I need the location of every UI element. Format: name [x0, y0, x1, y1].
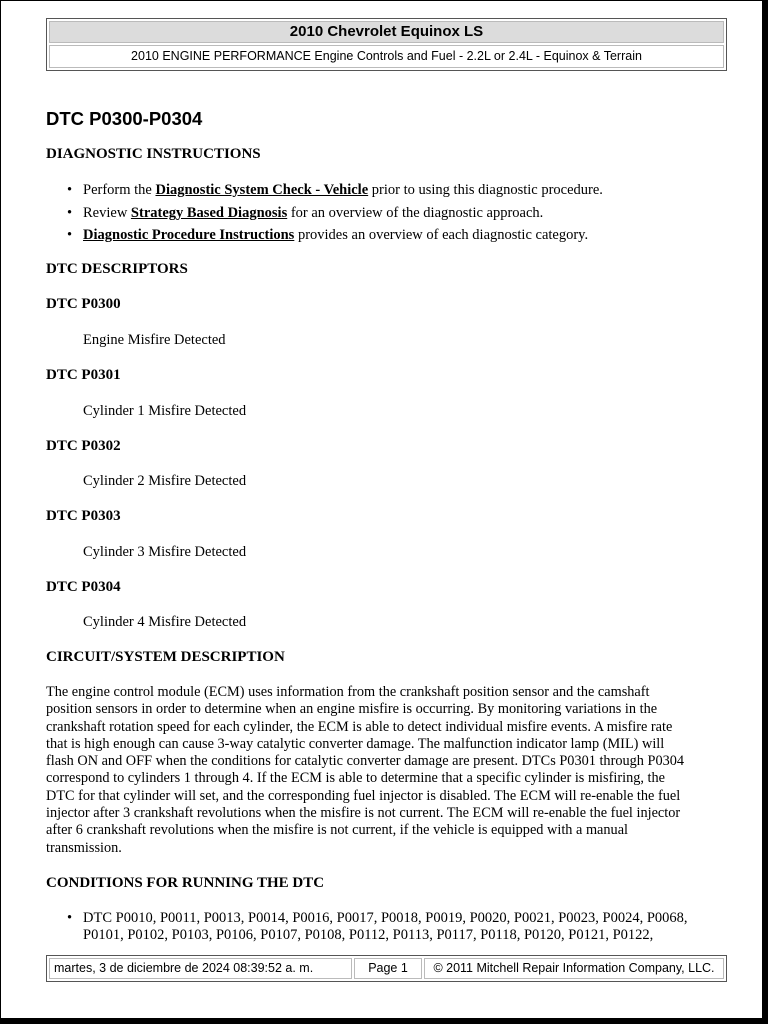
- paragraph-line: transmission.: [46, 839, 122, 856]
- dtc-code: DTC P0304: [46, 579, 121, 595]
- document-title: DTC P0300-P0304: [46, 108, 203, 129]
- paragraph-line: position sensors in order to determine when an engine misfire is occurring. By monitoring variations in the: [46, 701, 658, 718]
- paragraph-line: correspond to cylinders 1 through 4. If the ECM is able to determine that a specific cylinder is misfiring, the: [46, 770, 665, 787]
- paragraph-line: after 6 crankshaft revolutions when the misfire is not current, if the vehicle is equipped with a manual: [46, 822, 629, 839]
- circuit-description-paragraph: [46, 684, 732, 857]
- dtc-descriptors-heading: DTC DESCRIPTORS: [46, 261, 188, 277]
- dtc-description: Cylinder 2 Misfire Detected: [83, 473, 247, 489]
- copyright-text: © 2011 Mitchell Repair Information Company, LLC.: [424, 958, 724, 979]
- paragraph-line: DTC for that cylinder will set, and the corresponding fuel injector is disabled. The ECM will re-enable the fuel: [46, 787, 681, 804]
- paragraph-line: that is high enough can cause 3-way catalytic converter damage. The malfunction indicator lamp (MIL) will: [46, 735, 665, 752]
- item-text: provides an overview of each diagnostic category.: [294, 227, 589, 243]
- vehicle-title: 2010 Chevrolet Equinox LS: [49, 21, 724, 43]
- dtc-code: DTC P0303: [46, 508, 121, 524]
- footer-table: [46, 955, 727, 982]
- link-diagnostic-procedure-instructions[interactable]: Diagnostic Procedure Instructions: [83, 227, 295, 243]
- page-number: Page 1: [354, 958, 422, 979]
- dtc-description: Cylinder 3 Misfire Detected: [83, 544, 247, 560]
- item-text: Review: [83, 205, 131, 221]
- dtc-code: DTC P0300: [46, 296, 121, 312]
- item-text: prior to using this diagnostic procedure.: [368, 182, 603, 198]
- print-date: martes, 3 de diciembre de 2024 08:39:52 a. m.: [49, 958, 352, 979]
- paragraph-line: injector after 3 crankshaft revolutions when the misfire is not current. The ECM will re-enable the fuel injector: [46, 805, 681, 822]
- conditions-heading: CONDITIONS FOR RUNNING THE DTC: [46, 875, 325, 891]
- paragraph-line: The engine control module (ECM) uses information from the crankshaft position sensor and the camshaft: [46, 684, 650, 700]
- list-item: [83, 227, 588, 244]
- dtc-description: Cylinder 4 Misfire Detected: [83, 614, 247, 630]
- paragraph-line: crankshaft rotation speed for each cylinder, the ECM is able to detect individual misfire events. A misfire rate: [46, 718, 673, 735]
- dtc-description: Engine Misfire Detected: [83, 332, 226, 348]
- diagnostic-instructions-heading: DIAGNOSTIC INSTRUCTIONS: [46, 146, 261, 162]
- header-table: [46, 18, 727, 71]
- item-text: Perform the: [83, 182, 156, 198]
- circuit-description-heading: CIRCUIT/SYSTEM DESCRIPTION: [46, 649, 285, 665]
- link-strategy-based-diagnosis[interactable]: Strategy Based Diagnosis: [130, 205, 288, 221]
- list-item: [83, 182, 603, 199]
- dtc-description: Cylinder 1 Misfire Detected: [83, 403, 247, 419]
- dtc-code: DTC P0302: [46, 438, 121, 454]
- link-diagnostic-system-check[interactable]: Diagnostic System Check - Vehicle: [155, 182, 369, 198]
- conditions-line: P0101, P0102, P0103, P0106, P0107, P0108, P0112, P0113, P0117, P0118, P0120, P0121, P0122,: [83, 927, 654, 943]
- paragraph-line: flash ON and OFF when the conditions for catalytic converter damage are present. DTCs P0301 through P0304: [46, 753, 685, 770]
- dtc-code: DTC P0301: [46, 367, 121, 383]
- list-item: [83, 205, 543, 222]
- list-item: [83, 910, 688, 944]
- section-subtitle: 2010 ENGINE PERFORMANCE Engine Controls and Fuel - 2.2L or 2.4L - Equinox & Terrain: [49, 45, 724, 68]
- item-text: for an overview of the diagnostic approach.: [287, 205, 544, 221]
- conditions-line: • DTC P0010, P0011, P0013, P0014, P0016, P0017, P0018, P0019, P0020, P0021, P0023, P0024, P0068,: [83, 910, 688, 926]
